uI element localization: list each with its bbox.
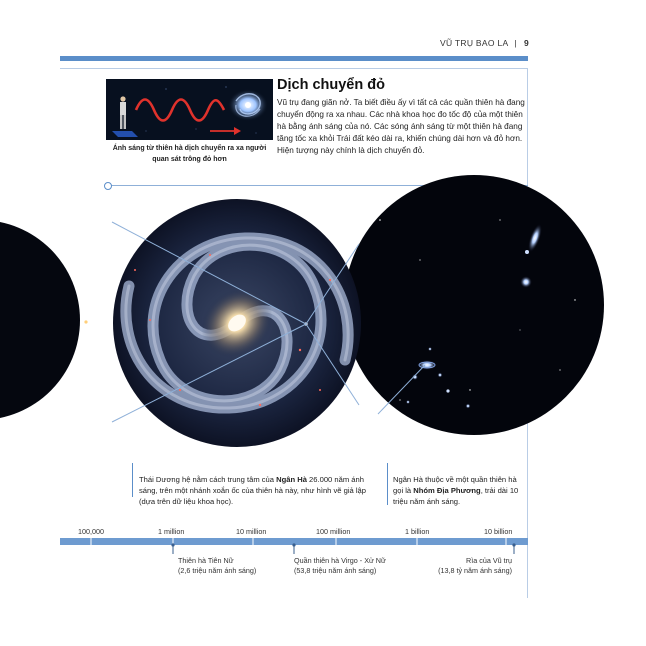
universe-edge-distance: (13,8 tỷ năm ánh sáng) — [438, 566, 512, 576]
receding-galaxy — [228, 89, 268, 121]
local-group-caption-bar — [387, 463, 388, 505]
andromeda-label: Thiên hà Tiên Nữ — [178, 556, 234, 565]
sun-dot — [84, 320, 87, 323]
scale-tick-100k: 100,000 — [78, 527, 104, 536]
running-header — [440, 38, 529, 48]
page-number: 9 — [523, 38, 529, 48]
scale-marker-virgo — [294, 556, 386, 576]
scale-marker-universe-edge — [430, 556, 512, 576]
redshift-image-caption: Ánh sáng từ thiên hà dịch chuyển ra xa người quan sát trông đỏ hơn — [112, 145, 267, 163]
virgo-distance: (53,8 triệu năm ánh sáng) — [294, 566, 377, 576]
local-group-circle — [344, 175, 604, 435]
triangulum-galaxy — [520, 276, 532, 288]
milky-way-term: Ngân Hà — [276, 475, 307, 484]
virgo-label: Quần thiên hà Virgo - Xử Nữ — [294, 556, 386, 565]
scale-tick-100m: 100 million — [316, 527, 351, 536]
milky-way-caption-bar — [132, 463, 133, 497]
redshift-body: Vũ trụ đang giãn nở. Ta biết điều ấy vì tất cả các quần thiên hà đang chuyển động ra xa nhau. Các nhà khoa học đo tốc độ của một thiên hà bằng ánh sáng của nó. Các sóng ánh sáng từ một thiên hà đang tăng tốc xa khỏi Trái đất kéo dài ra, khiến chúng dài hơn và đỏ hơn. Hiện tượng này chính là dịch chuyển đỏ. — [277, 98, 525, 155]
local-group-caption — [393, 474, 521, 507]
milky-way-circle — [113, 199, 361, 447]
universe-edge-label: Rìa của Vũ trụ — [466, 556, 512, 565]
cosmic-zoom-illustration — [0, 160, 646, 480]
scale-marker-andromeda — [178, 556, 256, 576]
milky-way-caption-text-end: 26.000 năm ánh sáng, trên một nhánh xoắn ốc của thiên hà này, như hình vẽ giả lập (dựa trên dữ liệu khoa học). — [139, 475, 367, 506]
milky-way-caption — [139, 474, 375, 507]
book-title: VŨ TRỤ BAO LA — [439, 38, 509, 48]
scale-tick-10b: 10 billion — [484, 527, 513, 536]
redshift-title: Dịch chuyển đỏ — [277, 77, 385, 93]
local-group-caption-text-end: , trải dài 10 triệu năm ánh sáng. — [393, 486, 519, 506]
redshift-illustration-graphic — [106, 79, 273, 140]
andromeda-distance: (2,6 triệu năm ánh sáng) — [178, 566, 257, 576]
milky-way-caption-text: Thái Dương hệ nằm cách trung tâm của — [139, 475, 277, 484]
scale-tick-1m: 1 million — [158, 527, 185, 536]
top-rule — [60, 68, 528, 69]
scale-tick-10m: 10 million — [236, 527, 267, 536]
scale-tick-1b: 1 billion — [405, 527, 430, 536]
top-accent-bar — [60, 56, 528, 61]
header-separator: | — [514, 38, 517, 48]
local-group-caption-text: Ngân Hà thuộc về một quần thiên hà gọi là — [393, 475, 517, 495]
redshift-illustration — [106, 79, 273, 140]
local-group-term: Nhóm Địa Phương — [413, 486, 481, 495]
